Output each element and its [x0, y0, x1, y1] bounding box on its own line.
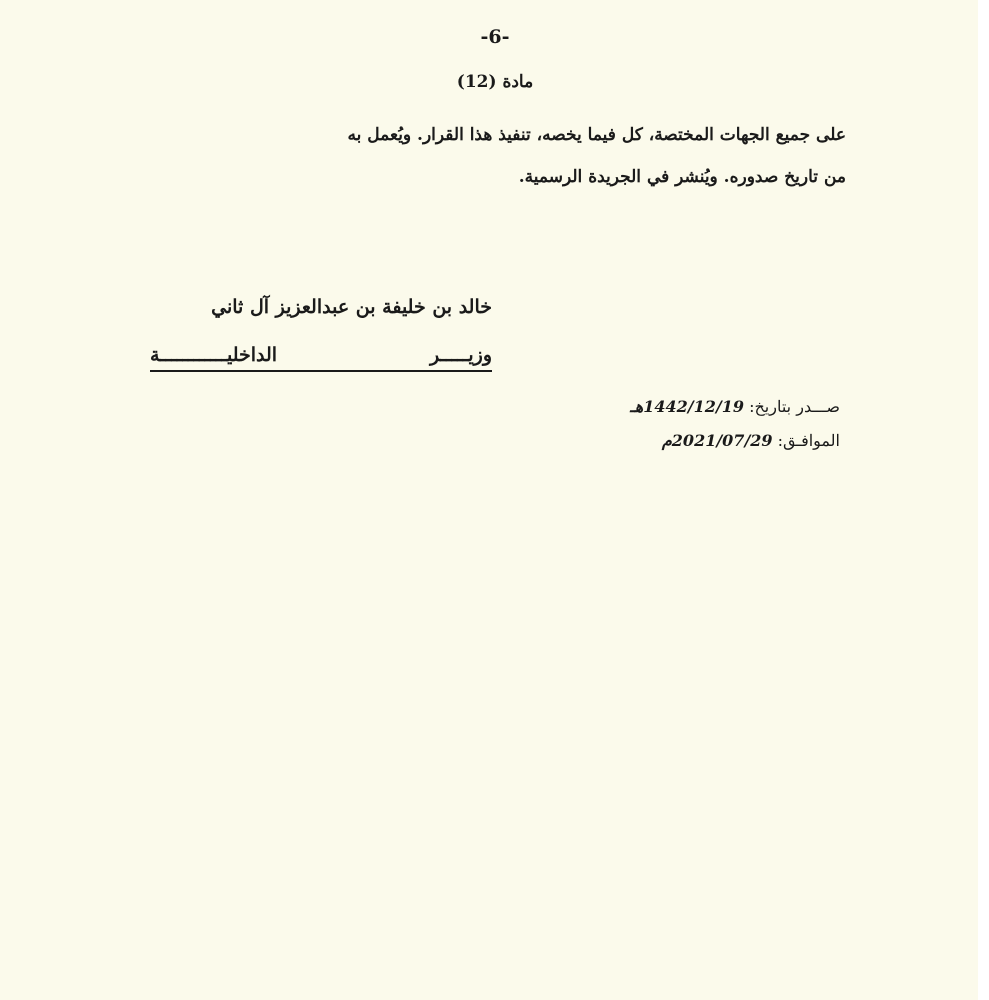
article-line: من تاريخ صدوره. ويُنشر في الجريدة الرسمية.: [518, 167, 846, 187]
article-heading: مادة (12): [456, 72, 534, 92]
issued-date-label: صـــدر بتاريخ:: [749, 397, 840, 416]
article-line: على جميع الجهات المختصة، كل فيما يخصه، تنفيذ هذا القرار. ويُعمل به: [347, 125, 846, 145]
signatory-title: وزيـــــر الداخليــــــــــــة: [150, 344, 492, 372]
corresponding-date-value: 2021/07/29م: [661, 431, 773, 450]
signatory-name: خالد بن خليفة بن عبدالعزيز آل ثاني: [211, 296, 492, 318]
date-block: [560, 390, 840, 458]
corresponding-date-label: الموافـق:: [777, 431, 840, 450]
corresponding-date-row: [560, 424, 840, 458]
issued-date-value: 1442/12/19هـ: [630, 397, 744, 416]
issued-date-row: [560, 390, 840, 424]
article-body: [146, 114, 846, 198]
page-number: -6-: [480, 26, 510, 48]
